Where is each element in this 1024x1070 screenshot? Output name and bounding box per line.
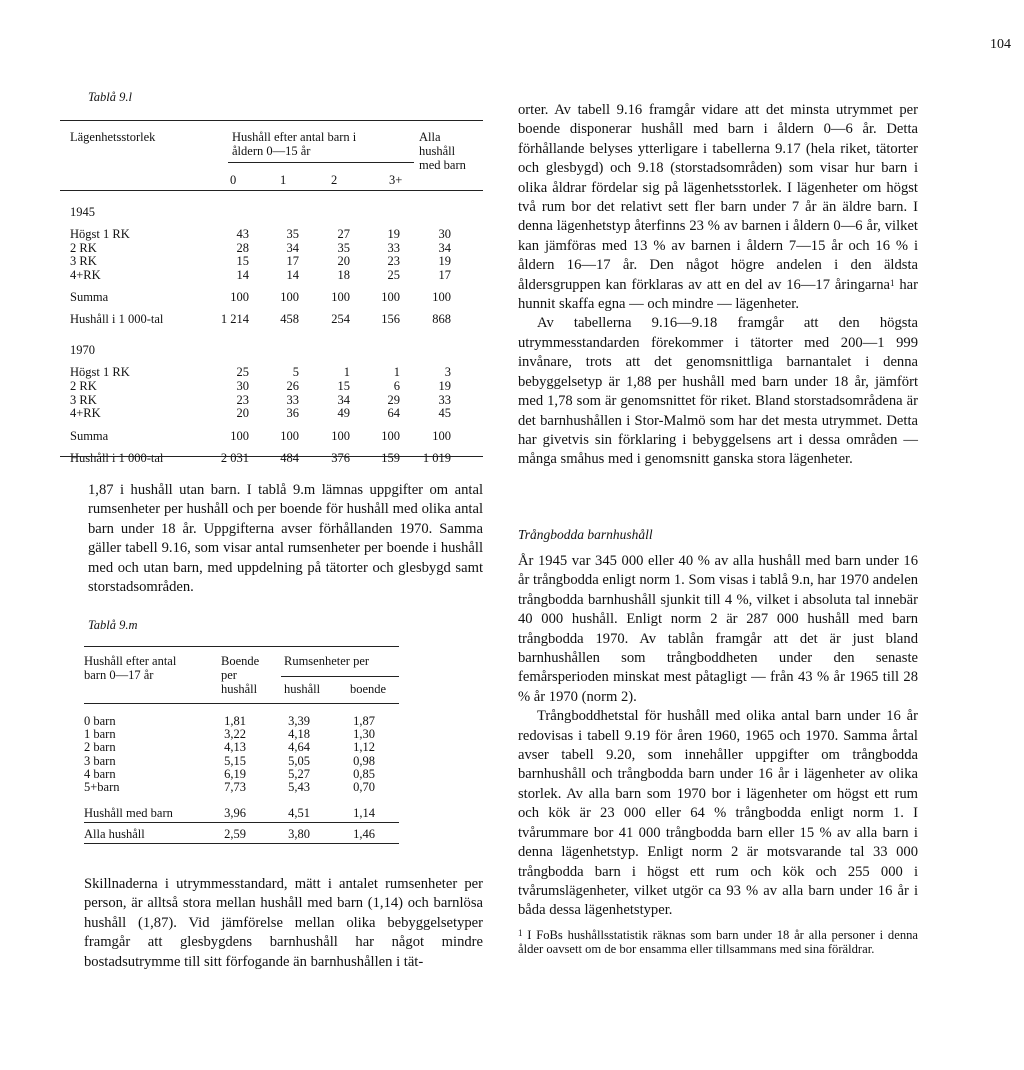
row-label-summa: Summa <box>70 290 109 305</box>
row-label: 5+barn <box>84 780 120 794</box>
row-label: 3 barn <box>84 753 116 768</box>
table-rule-top <box>84 646 399 647</box>
table-cell: 27 <box>337 227 350 241</box>
table-cell: 100 <box>230 428 249 443</box>
table-rule-head <box>84 703 399 704</box>
table-cell: 14 <box>286 267 299 282</box>
table-cell: 15 <box>337 379 350 393</box>
row-label: Högst 1 RK <box>70 227 130 241</box>
table-cell: 2,59 <box>224 827 246 841</box>
col-header-alla: Alla <box>419 130 441 144</box>
table-cell: 33 <box>286 392 299 407</box>
table-cell: 3,39 <box>288 714 310 728</box>
table-cell: 30 <box>438 227 451 241</box>
table-cell: 484 <box>280 450 299 465</box>
table-cell: 1,46 <box>353 827 375 841</box>
row-label: 2 RK <box>70 240 97 255</box>
col-header-2: 2 <box>331 173 338 187</box>
col-header-group-line2: åldern 0—15 år <box>232 144 311 158</box>
table-cell: 49 <box>337 406 350 421</box>
left-paragraph-1 <box>88 481 483 597</box>
table-cell: 33 <box>387 240 400 255</box>
table-cell: 3,22 <box>224 727 246 742</box>
footnote-ref: 1 <box>889 277 895 288</box>
table-cell: 5,15 <box>224 753 246 768</box>
right-column-text-2 <box>518 552 918 921</box>
right-column-text <box>518 101 918 470</box>
row-label-total: Hushåll i 1 000-tal <box>70 312 164 327</box>
col-header-hushall-efter: Hushåll efter antal <box>84 654 177 668</box>
table-cell: 1,87 <box>353 714 375 728</box>
table-cell: 1 <box>343 365 350 380</box>
row-label: Högst 1 RK <box>70 365 130 380</box>
table-cell: 34 <box>337 392 350 407</box>
right-paragraph-1 <box>518 101 918 314</box>
row-label: 4+RK <box>70 267 101 282</box>
row-label: 4+RK <box>70 406 101 421</box>
table-cell: 19 <box>438 254 451 269</box>
table-cell: 0,85 <box>353 766 375 781</box>
table-cell: 28 <box>236 240 249 255</box>
table-caption-9m: Tablå 9.m <box>88 618 138 632</box>
table-rule-bottom <box>84 843 399 844</box>
table-cell: 100 <box>381 428 400 443</box>
table-cell: 23 <box>236 392 249 407</box>
table-cell: 5,05 <box>288 753 310 768</box>
table-cell: 100 <box>432 428 451 443</box>
table-cell: 17 <box>438 267 451 282</box>
table-cell: 4,18 <box>288 727 310 742</box>
table-rule-top <box>60 120 483 121</box>
table-cell: 29 <box>387 392 400 407</box>
table-cell: 4,64 <box>288 740 310 755</box>
right-paragraph-1-text: orter. Av tabell 9.16 framgår vidare att det minsta utrymmet per boende disponerar hushåll med barn i åldern 0—6 år. Detta förhållande belyses ytterligare i tabellerna 9.17 (hela riket, tätorter och glesbygd) och 9.18 (storstadsområden) som visar hur barn i olika åldrar fördelar sig på lägenhetsstorlek. I lägenheter om högst två rum bor det relativt sett fler barn under 7 år än äldre barn. I denna lägenhetstyp återfinns 23 % av barnen i åldern 0—6 år, vilket kan jämföras med 13 % av barnen i åldern 7—15 år och 16 % i åldern 16—17 år. Den något högre andelen i den äldsta åldersgruppen kan förklaras av att en del av 16—17 åringarna <box>518 102 918 293</box>
table-cell: 5,27 <box>288 766 310 781</box>
col-header-per-boende: boende <box>350 682 387 696</box>
table-cell: 1,14 <box>353 806 375 820</box>
table-cell: 1,30 <box>353 727 375 742</box>
col-header-rumsenheter: Rumsenheter per <box>284 654 370 668</box>
table-cell: 0,70 <box>353 780 375 794</box>
table-cell: 868 <box>432 312 451 327</box>
row-label-total: Hushåll i 1 000-tal <box>70 450 164 465</box>
table-cell: 25 <box>236 365 249 380</box>
right-paragraph-4: Trångboddhetstal för hushåll med olika antal barn under 16 år redovisas i tabell 9.19 för åren 1960, 1965 och 1970. Samma årtal avser tabell 9.20, som innehåller uppgifter om trångbodda barnhushåll och trångbodda barn under 16 år i lägenheter av olika storlek. Av alla barn som 1970 bor i lägenheter om högst ett rum och kök är 23 000 eller 64 % trångbodda enligt norm 1. I tvårummare bor 41 000 trångbodda barn eller 15 % av alla barn i denna lägenhetstyp. Enligt norm 2 är motsvarande tal 33 000 trångbodda barn i högst ett rum och kök och 255 000 i tvårumslägenheter, vilket utgör ca 93 % av alla barn under 16 år i båda dessa lägenhetstyper. <box>518 708 918 919</box>
table-cell: 26 <box>286 379 299 393</box>
table-cell: 100 <box>331 428 350 443</box>
table-rule-head <box>60 190 483 191</box>
table-caption-9l: Tablå 9.l <box>88 90 133 104</box>
table-cell: 100 <box>230 290 249 305</box>
table-cell: 1 <box>393 365 400 380</box>
table-cell: 100 <box>280 290 299 305</box>
table-cell: 6,19 <box>224 766 246 781</box>
section-year: 1970 <box>70 343 95 358</box>
col-header-hushall: hushåll <box>221 682 258 696</box>
table-cell: 20 <box>236 406 249 421</box>
table-cell: 5 <box>292 365 299 380</box>
table-cell: 7,73 <box>224 780 246 794</box>
table-cell: 19 <box>438 379 451 393</box>
footnote <box>518 928 918 956</box>
col-header-lagenhetsstorlek: Lägenhetsstorlek <box>70 130 156 144</box>
table-cell: 100 <box>280 428 299 443</box>
table-cell: 159 <box>381 450 400 465</box>
col-header-boende: Boende <box>221 654 260 668</box>
table-cell: 34 <box>438 240 451 255</box>
table-cell: 100 <box>331 290 350 305</box>
table-9l <box>60 120 483 465</box>
col-header-3plus: 3+ <box>389 173 403 187</box>
table-cell: 45 <box>438 406 451 421</box>
col-header-per: per <box>221 668 237 682</box>
col-header-hushall: hushåll <box>419 144 456 158</box>
row-label: 3 RK <box>70 392 97 407</box>
table-cell: 376 <box>331 450 350 465</box>
table-9m <box>84 646 399 846</box>
table-cell: 35 <box>337 240 350 255</box>
col-header-1: 1 <box>280 173 287 187</box>
row-label: 3 RK <box>70 254 97 269</box>
table-rule-bottom <box>60 456 483 457</box>
right-paragraph-3: År 1945 var 345 000 eller 40 % av alla hushåll med barn under 16 år trångbodda enligt norm 1. Som visas i tablå 9.n, har 1970 andelen trångbodda barnhushåll sjunkit till 4 %, vilket i absoluta tal innebär 40 000 hushåll. Enligt norm 2 är 287 000 hushåll med barn trångbodda 1970. Av tablån framgår att det är just bland barnhushållen som trångboddheten under den senaste femårsperioden minskat mest påtagligt — från 43 % år 1965 till 28 % år 1970 (norm 2). <box>518 553 918 705</box>
table-cell: 18 <box>337 267 350 282</box>
table-cell: 6 <box>393 379 400 393</box>
table-cell: 4,51 <box>288 806 310 820</box>
table-cell: 17 <box>286 254 299 269</box>
row-label: 2 barn <box>84 740 116 755</box>
table-cell: 33 <box>438 392 451 407</box>
col-header-0: 0 <box>230 173 237 187</box>
table-cell: 1 019 <box>422 450 451 465</box>
table-cell: 1,81 <box>224 714 246 728</box>
table-cell: 25 <box>387 267 400 282</box>
col-header-medbarn: med barn <box>419 158 466 172</box>
row-label-summary: Hushåll med barn <box>84 806 173 820</box>
table-cell: 14 <box>236 267 249 282</box>
section-heading: Trångbodda barnhushåll <box>518 527 653 542</box>
table-cell: 5,43 <box>288 780 310 794</box>
right-paragraph-2: Av tabellerna 9.16—9.18 framgår att den högsta utrymmesstandarden förekommer i tätorter med 200—1 999 invånare, trots att det genomsnittliga barnantalet i denna bebyggelsetyp är 1,88 per hushåll med barn under 18 år, jämfört med 1,78 som är genomsnittet för riket. Bland storstadsområdena är det barnhushållen i Stor-Malmö som har det mesta utrymmet. Detta har givetvis sin förklaring i bebyggelsens art i dessa områden — många småhus med i genomsnitt ganska stora lägenheter. <box>518 315 918 468</box>
table-cell: 35 <box>286 227 299 241</box>
table-cell: 34 <box>286 240 299 255</box>
table-cell: 1,12 <box>353 740 375 755</box>
table-cell: 0,98 <box>353 753 375 768</box>
table-cell: 36 <box>286 406 299 421</box>
table-cell: 64 <box>387 406 400 421</box>
table-cell: 23 <box>387 254 400 269</box>
table-cell: 3,80 <box>288 827 310 841</box>
table-cell: 43 <box>236 227 249 241</box>
table-cell: 2 031 <box>220 450 249 465</box>
col-header-per-hushall: hushåll <box>284 682 321 696</box>
table-cell: 15 <box>236 254 249 269</box>
table-rule-group <box>228 162 414 163</box>
row-label: 0 barn <box>84 714 116 728</box>
row-label: 2 RK <box>70 379 97 393</box>
left-paragraph-2-text: Skillnaderna i utrymmesstandard, mätt i antalet rumsenheter per person, är alltså stora mellan hushåll med barn (1,14) och barnlösa hushåll (1,87). Vid jämförelse mellan olika bebyggelsetyper framgår att glesbygdens barnhushåll har något mindre bostadsutrymme till sitt förfogande än barnhushållen i tät- <box>84 876 483 970</box>
table-cell: 1 214 <box>220 312 249 327</box>
footnote-mark: 1 <box>518 928 523 938</box>
col-header-group-line1: Hushåll efter antal barn i <box>232 130 357 144</box>
row-label-summa: Summa <box>70 428 109 443</box>
table-cell: 20 <box>337 254 350 269</box>
table-cell: 156 <box>381 312 400 327</box>
table-cell: 19 <box>387 227 400 241</box>
table-cell: 30 <box>236 379 249 393</box>
table-cell: 100 <box>432 290 451 305</box>
table-cell: 3 <box>444 365 451 380</box>
footnote-text: I FoBs hushållsstatistik räknas som barn under 18 år alla personer i denna ålder oavsett om de bor ensamma eller tillsammans med sina föräldrar. <box>518 928 918 957</box>
section-year: 1945 <box>70 205 95 219</box>
page-number: 104 <box>990 37 1011 52</box>
table-rule-group <box>281 676 399 677</box>
row-label: 4 barn <box>84 766 116 781</box>
row-label: 1 barn <box>84 727 116 742</box>
table-cell: 458 <box>280 312 299 327</box>
col-header-barn-0-17: barn 0—17 år <box>84 668 154 682</box>
table-cell: 254 <box>331 312 350 327</box>
table-cell: 4,13 <box>224 740 246 755</box>
right-paragraph-1-tail: har hunnit skaffa egna — och mindre — lägenheter. <box>518 276 918 313</box>
row-label-summary: Alla hushåll <box>84 827 145 841</box>
table-cell: 100 <box>381 290 400 305</box>
table-rule-sum <box>84 822 399 823</box>
left-paragraph-1-text: 1,87 i hushåll utan barn. I tablå 9.m lämnas uppgifter om antal rumsenheter per hushåll och per boende för hushåll med olika antal barn under 18 år. Uppgifterna avser förhållanden 1970. Samma gäller tabell 9.16, som visar antal rumsenheter per boende i hushåll med och utan barn, med uppdelning på tätorter och glesbygd samt storstadsområden. <box>88 482 483 596</box>
left-paragraph-2 <box>84 875 483 972</box>
table-cell: 3,96 <box>224 806 246 820</box>
